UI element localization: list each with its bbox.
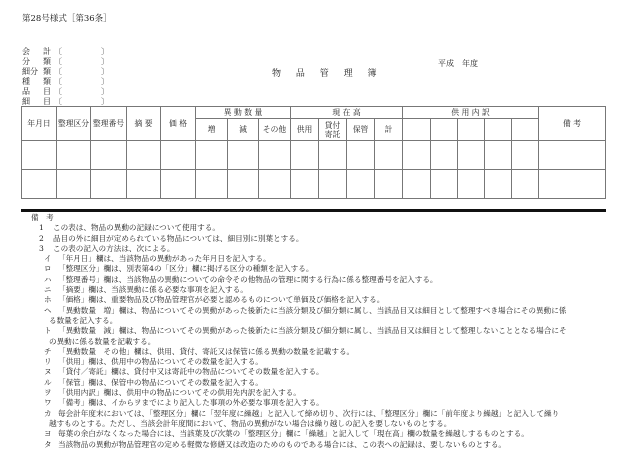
note-item — [31, 285, 567, 295]
note-text: 「価格」欄は、重要物品及び物品管理官が必要と認めるものについて単価及び価格を記入する。 — [58, 295, 385, 305]
cell[interactable] — [57, 141, 91, 170]
note-item — [31, 306, 567, 316]
cell[interactable] — [127, 170, 161, 199]
col-use-detail-5 — [512, 119, 539, 141]
bracket-close: 〕 — [101, 67, 109, 76]
note-item — [31, 275, 567, 285]
cell[interactable] — [228, 141, 259, 170]
label-part: 品 — [22, 87, 30, 96]
cell[interactable] — [375, 141, 403, 170]
ledger-table — [21, 106, 606, 199]
label-part: 計 — [43, 47, 51, 56]
cell[interactable] — [403, 141, 431, 170]
note-text: 「異動数量 その他」欄は、供用、貸付、寄託又は保管に係る異動の数量を記載する。 — [58, 346, 355, 356]
cell[interactable] — [431, 170, 458, 199]
note-marker: ヘ — [44, 305, 52, 315]
cell[interactable] — [539, 141, 606, 170]
col-stock-keep: 保管 — [347, 119, 375, 141]
type-input[interactable] — [54, 77, 109, 87]
bracket-close: 〕 — [101, 57, 109, 66]
cell[interactable] — [259, 170, 291, 199]
bracket-open: 〔 — [54, 97, 62, 106]
field-type — [22, 77, 109, 87]
cell[interactable] — [22, 170, 57, 199]
bracket-close: 〕 — [101, 77, 109, 86]
cell[interactable] — [458, 141, 485, 170]
note-marker: ハ — [44, 274, 52, 284]
form-number: 第28号様式［第36条］ — [22, 14, 112, 24]
category-input[interactable] — [54, 57, 109, 67]
note-marker: 3 — [39, 243, 44, 253]
col-price: 価 格 — [161, 107, 196, 141]
col-group-stock: 現 在 高 — [291, 107, 403, 119]
note-marker: チ — [44, 346, 52, 356]
note-item — [31, 419, 567, 429]
field-item — [22, 87, 109, 97]
field-category — [22, 57, 109, 67]
note-marker: ニ — [44, 285, 52, 295]
notes-section — [31, 213, 567, 450]
note-text: 「備考」欄は、イからヲまでにより記入した事項の外必要な事項を記入する。 — [58, 398, 324, 408]
bracket-open: 〔 — [54, 47, 62, 56]
cell[interactable] — [91, 170, 127, 199]
cell[interactable] — [161, 141, 196, 170]
note-text: 当該物品の異動が物品管理官の定める軽微な修繕又は改造のためのものである場合には、この表への記録は、要しないものとする。 — [58, 439, 507, 449]
note-marker: ル — [44, 377, 52, 387]
cell[interactable] — [347, 141, 375, 170]
note-text: 「異動数量 減」欄は、物品についてその異動があった後新たに当該分類及び細分類に属し、当該品目又は細目として整理しないこととなる場合にそ — [58, 326, 567, 336]
note-marker: カ — [44, 408, 52, 418]
note-item — [31, 347, 567, 357]
note-item — [31, 367, 567, 377]
label-lend: 貸付 — [324, 120, 341, 130]
cell[interactable] — [127, 141, 161, 170]
cell[interactable] — [512, 170, 539, 199]
note-item — [31, 398, 567, 408]
col-change-inc: 増 — [196, 119, 228, 141]
note-text: 「供用内訳」欄は、供用中の物品についてその供用先内訳を記入する。 — [58, 388, 301, 398]
bracket-open: 〔 — [54, 57, 62, 66]
note-marker: ホ — [44, 295, 52, 305]
note-item — [31, 357, 567, 367]
note-text: 「保管」欄は、保管中の物品についてその数量を記入する。 — [58, 377, 263, 387]
label-part: 分 — [22, 57, 30, 66]
cell[interactable] — [347, 170, 375, 199]
note-item — [31, 295, 567, 305]
note-marker: タ — [44, 439, 52, 449]
cell[interactable] — [375, 170, 403, 199]
bracket-close: 〕 — [101, 47, 109, 56]
col-group-change: 異 動 数 量 — [196, 107, 291, 119]
note-marker: ワ — [44, 398, 52, 408]
note-text: 品目の外に細目が定められている物品については、細目別に別葉とする。 — [53, 233, 304, 243]
label-part: 類 — [43, 67, 51, 76]
subcategory-input[interactable] — [54, 67, 109, 77]
note-item — [31, 254, 567, 264]
label-part: 細分 — [22, 67, 38, 76]
note-text: 「異動数量 増」欄は、物品についてその異動があった後新たに当該分類及び細分類に属し、当該品目又は細目として整理すべき場合にその異動に係 — [58, 305, 567, 315]
note-marker: ト — [44, 326, 52, 336]
bracket-close: 〕 — [101, 87, 109, 96]
note-text: 「貸付／寄託」欄は、貸付中又は寄託中の物品についてその数量を記入する。 — [58, 367, 324, 377]
label-part: 細 — [22, 97, 30, 106]
note-text: 「整理区分」欄は、別表第4の「区分」欄に掲げる区分の種類を記入する。 — [58, 264, 314, 274]
cell[interactable] — [196, 170, 228, 199]
cell[interactable] — [539, 170, 606, 199]
note-text: る数量を記入する。 — [49, 315, 118, 325]
note-item — [31, 326, 567, 336]
label-part: 類 — [43, 57, 51, 66]
cell[interactable] — [91, 141, 127, 170]
note-item — [31, 337, 567, 347]
note-item — [31, 244, 567, 254]
note-text: 毎会計年度末においては、「整理区分」欄に「翌年度に繰越」と記入して締め切り、次行には、「整理区分」欄に「前年度より繰越」と記入して繰り — [58, 408, 560, 418]
table-row — [22, 141, 606, 170]
bracket-open: 〔 — [54, 87, 62, 96]
page-title: 物 品 管 理 簿 — [272, 69, 383, 79]
cell[interactable] — [485, 170, 512, 199]
note-text: の異動に係る数量を記載する。 — [49, 336, 156, 346]
note-marker: イ — [44, 254, 52, 264]
field-subcategory — [22, 67, 109, 77]
note-text: 「年月日」欄は、当該物品の異動があった年月日を記入する。 — [58, 254, 271, 264]
col-stock-total: 計 — [375, 119, 403, 141]
cell[interactable] — [319, 141, 347, 170]
col-group-use-detail: 供 用 内 訳 — [403, 107, 539, 119]
note-text: 「摘要」欄は、当該異動に係る必要な事項を記入する。 — [58, 285, 248, 295]
label-part: 目 — [43, 87, 51, 96]
col-remarks: 備 考 — [539, 107, 606, 141]
table-bottom-rule — [21, 209, 606, 212]
col-class: 整理区分 — [57, 107, 91, 141]
label-part: 類 — [43, 77, 51, 86]
col-use-detail-3 — [458, 119, 485, 141]
note-item — [31, 316, 567, 326]
field-account — [22, 47, 109, 57]
cell[interactable] — [196, 141, 228, 170]
note-text: 毎葉の余白がなくなった場合には、当該葉及び次葉の「整理区分」欄に「繰越」と記入して「現在高」欄の数量を繰越しするものとする。 — [58, 429, 529, 439]
col-use-detail-4 — [485, 119, 512, 141]
note-item — [31, 223, 567, 233]
note-marker: リ — [44, 357, 52, 367]
cell[interactable] — [57, 170, 91, 199]
note-marker: ロ — [44, 264, 52, 274]
note-text: 越すものとする。ただし、当該会計年度間において、物品の異動がない場合は繰り越しの記入を要しないものとする。 — [49, 418, 452, 428]
notes-list — [31, 223, 567, 450]
col-stock-use: 供用 — [291, 119, 319, 141]
note-marker: ヨ — [44, 429, 52, 439]
note-item — [31, 440, 567, 450]
bracket-close: 〕 — [101, 97, 109, 106]
label-part: 種 — [22, 77, 30, 86]
note-marker: ヌ — [44, 367, 52, 377]
cell[interactable] — [512, 141, 539, 170]
note-item — [31, 264, 567, 274]
col-summary: 摘 要 — [127, 107, 161, 141]
note-item — [31, 409, 567, 419]
bracket-open: 〔 — [54, 77, 62, 86]
col-change-dec: 減 — [228, 119, 259, 141]
cell[interactable] — [431, 141, 458, 170]
col-use-detail-1 — [403, 119, 431, 141]
note-text: この表は、物品の異動の記録について使用する。 — [53, 223, 220, 233]
note-item — [31, 388, 567, 398]
note-text: この表の記入の方法は、次による。 — [53, 243, 175, 253]
col-number: 整理番号 — [91, 107, 127, 141]
label-part: 会 — [22, 47, 30, 56]
bracket-open: 〔 — [54, 67, 62, 76]
note-marker: 1 — [39, 223, 44, 233]
col-use-detail-2 — [431, 119, 458, 141]
cell[interactable] — [291, 141, 319, 170]
label-deposit: 寄託 — [324, 129, 341, 139]
notes-heading: 備 考 — [31, 213, 54, 222]
col-date: 年月日 — [22, 107, 57, 141]
note-marker: ヲ — [44, 388, 52, 398]
cell[interactable] — [319, 170, 347, 199]
cell[interactable] — [485, 141, 512, 170]
note-item — [31, 234, 567, 244]
account-input[interactable] — [54, 47, 109, 57]
cell[interactable] — [259, 141, 291, 170]
note-text: 「整理番号」欄は、当該物品の異動についての命令その他物品の管理に関する行為に係る整理番号を記入する。 — [58, 274, 438, 284]
cell[interactable] — [228, 170, 259, 199]
note-text: 「供用」欄は、供用中の物品についてその数量を記入する。 — [58, 357, 263, 367]
fiscal-year: 平成 年度 — [438, 59, 478, 68]
col-change-other: その他 — [259, 119, 291, 141]
col-stock-lend — [319, 119, 347, 141]
note-marker: 2 — [39, 233, 44, 243]
cell[interactable] — [161, 170, 196, 199]
cell[interactable] — [458, 170, 485, 199]
cell[interactable] — [291, 170, 319, 199]
note-item — [31, 378, 567, 388]
cell[interactable] — [403, 170, 431, 199]
classification-fields — [22, 47, 109, 107]
cell[interactable] — [22, 141, 57, 170]
label-part: 目 — [43, 97, 51, 106]
item-input[interactable] — [54, 87, 109, 97]
table-row — [22, 170, 606, 199]
note-item — [31, 429, 567, 439]
